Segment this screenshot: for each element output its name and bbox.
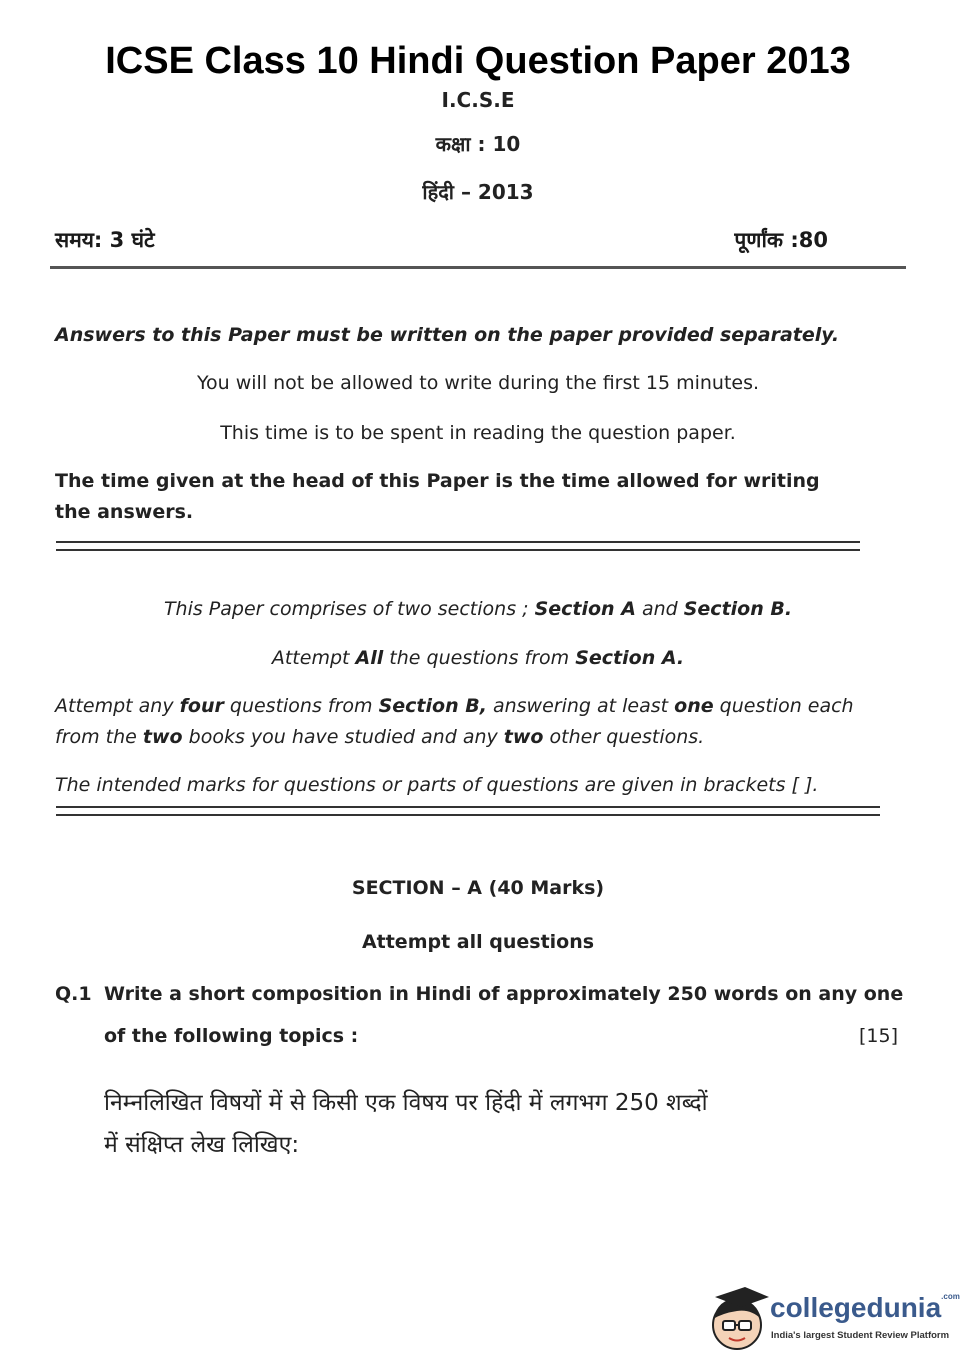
two-word-2: two	[503, 726, 544, 748]
and-word: and	[635, 598, 684, 620]
all-word: All	[355, 647, 384, 669]
any-end: other questions.	[543, 726, 705, 748]
paper-sections-prefix: This Paper comprises of two sections ;	[163, 598, 535, 620]
brand-name-text: collegedunia	[770, 1292, 942, 1323]
section-b-ref: Section B.	[683, 598, 793, 620]
brand-name	[770, 1292, 960, 1324]
question-number: Q.1	[55, 983, 92, 1005]
subject-year-label: हिंदी – 2013	[422, 180, 534, 204]
attempt-prefix: Attempt	[271, 647, 356, 669]
any-mid4: books you have studied and any	[182, 726, 504, 748]
attempt-any-note	[55, 691, 895, 753]
page-title: ICSE Class 10 Hindi Question Paper 2013	[105, 40, 851, 82]
any-section-b: Section B,	[378, 695, 487, 717]
section-a-ref: Section A	[534, 598, 636, 620]
instruction-writing-time: The time given at the head of this Paper is the time allowed for writing the answers.	[55, 470, 820, 523]
two-word-1: two	[142, 726, 183, 748]
marks-bracket-note: The intended marks for questions or parts of questions are given in brackets [ ].	[55, 774, 819, 796]
instructions-divider-bottom	[56, 549, 860, 551]
paper-sections-note	[0, 594, 956, 625]
instructions-divider-top	[56, 541, 860, 543]
class-label: कक्षा : 10	[435, 132, 521, 156]
total-marks: पूर्णांक :80	[734, 228, 828, 252]
attempt-all-note	[0, 643, 956, 674]
any-mid3: question each from the	[55, 695, 854, 748]
header-divider	[50, 266, 906, 269]
any-mid2: answering at least	[486, 695, 675, 717]
instruction-reading-purpose: This time is to be spent in reading the question paper.	[220, 422, 736, 444]
question-marks: [15]	[858, 1025, 898, 1047]
board-label: I.C.S.E	[441, 88, 515, 112]
brand-suffix: .com	[941, 1292, 960, 1301]
question-hindi-line1: निम्नलिखित विषयों में से किसी एक विषय पर हिंदी में लगभग 250 शब्दों	[104, 1090, 708, 1116]
time-allowed: समय: 3 घंटे	[55, 228, 155, 252]
brand-tagline: India's largest Student Review Platform	[771, 1330, 950, 1341]
question-text-line1: Write a short composition in Hindi of approximately 250 words on any one	[104, 983, 904, 1005]
instruction-reading-time: You will not be allowed to write during the first 15 minutes.	[196, 372, 760, 394]
question-text-line2: of the following topics :	[104, 1025, 359, 1047]
one-word: one	[674, 695, 714, 717]
attempt-section-a: Section A.	[575, 647, 685, 669]
question-hindi-line2: में संक्षिप्त लेख लिखिए:	[104, 1132, 300, 1158]
attempt-mid: the questions from	[383, 647, 576, 669]
section-a-subheading: Attempt all questions	[361, 931, 595, 953]
any-mid1: questions from	[223, 695, 379, 717]
instruction-answer-sheet: Answers to this Paper must be written on the paper provided separately.	[55, 324, 840, 346]
four-word: four	[179, 695, 224, 717]
section-a-heading: SECTION – A (40 Marks)	[351, 877, 605, 899]
paper-info-divider-top	[56, 806, 880, 808]
paper-info-divider-bottom	[56, 814, 880, 816]
any-prefix: Attempt any	[55, 695, 180, 717]
